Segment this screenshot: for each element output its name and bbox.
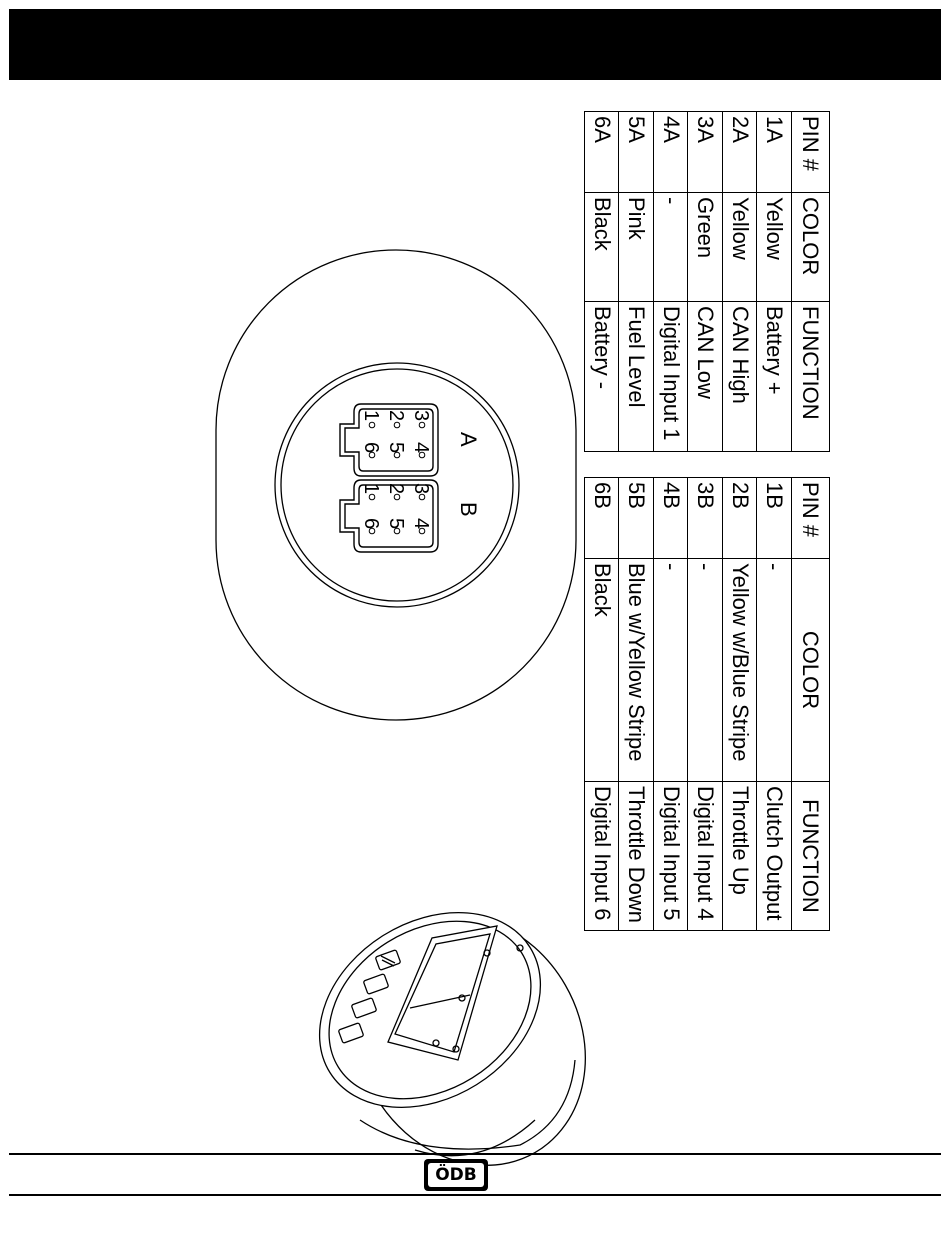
table-row <box>688 112 723 452</box>
pin-table-b <box>584 477 830 931</box>
cell-pin: 4A <box>654 112 689 193</box>
table-row <box>723 478 758 931</box>
cell-pin: 2B <box>723 478 758 559</box>
cell-pin: 3B <box>688 478 723 559</box>
cell-color: Yellow w/Blue Stripe <box>723 559 758 782</box>
table-row <box>757 478 792 931</box>
cell-pin: 6A <box>585 112 620 193</box>
cell-pin: 5B <box>619 478 654 559</box>
pin-table-a <box>584 111 830 452</box>
cell-color: Blue w/Yellow Stripe <box>619 559 654 782</box>
cell-function: Digital Input 5 <box>654 782 689 931</box>
header-function: FUNCTION <box>792 782 830 931</box>
pin-table-a-wrap <box>590 111 830 452</box>
header-color: COLOR <box>792 193 830 302</box>
table-row <box>619 112 654 452</box>
pin-number-b-3: 3 <box>410 483 432 495</box>
connector-label-a: A <box>456 432 481 447</box>
table-row <box>585 478 620 931</box>
header-pin: PIN # <box>792 478 830 559</box>
table-row <box>723 112 758 452</box>
cell-function: Clutch Output <box>757 782 792 931</box>
cell-function: Fuel Level <box>619 302 654 452</box>
cell-pin: 2A <box>723 112 758 193</box>
pin-number-b-1: 1 <box>360 483 382 495</box>
gauge-illustration <box>283 872 630 1207</box>
cell-color: Black <box>585 559 620 782</box>
cell-function: CAN Low <box>688 302 723 452</box>
cell-color: - <box>688 559 723 782</box>
cell-pin: 5A <box>619 112 654 193</box>
cell-function: Digital Input 6 <box>585 782 620 931</box>
pin-number-a-6: 6 <box>360 442 382 454</box>
table-header-row <box>792 112 830 452</box>
footer-divider-top <box>9 1153 941 1155</box>
pin-number-b-4: 4 <box>410 518 432 530</box>
pin-number-a-3: 3 <box>410 410 432 422</box>
pin-number-b-6: 6 <box>360 518 382 530</box>
cell-color: - <box>654 559 689 782</box>
table-row <box>654 112 689 452</box>
table-header-row <box>792 478 830 931</box>
header-function: FUNCTION <box>792 302 830 452</box>
pin-number-a-2: 2 <box>385 410 407 422</box>
header-pin: PIN # <box>792 112 830 193</box>
cell-color: Pink <box>619 193 654 302</box>
pin-number-b-2: 2 <box>385 483 407 495</box>
cell-pin: 1A <box>757 112 792 193</box>
cell-function: Digital Input 1 <box>654 302 689 452</box>
cell-function: Throttle Down <box>619 782 654 931</box>
header-color: COLOR <box>792 559 830 782</box>
cell-pin: 3A <box>688 112 723 193</box>
pin-number-b-5: 5 <box>385 518 407 530</box>
cell-color: Yellow <box>723 193 758 302</box>
connector-label-b: B <box>456 502 481 517</box>
table-row <box>654 478 689 931</box>
table-row <box>619 478 654 931</box>
cell-function: CAN High <box>723 302 758 452</box>
cell-function: Battery - <box>585 302 620 452</box>
table-row <box>688 478 723 931</box>
odb-logo <box>424 1159 488 1191</box>
cell-color: Yellow <box>757 193 792 302</box>
cell-pin: 1B <box>757 478 792 559</box>
cell-function: Throttle Up <box>723 782 758 931</box>
cell-function: Digital Input 4 <box>688 782 723 931</box>
cell-color: - <box>757 559 792 782</box>
cell-color: Black <box>585 193 620 302</box>
pin-number-a-1: 1 <box>360 410 382 422</box>
footer-divider-bottom <box>9 1194 941 1196</box>
pin-number-a-4: 4 <box>410 442 432 454</box>
cell-color: - <box>654 193 689 302</box>
cell-pin: 6B <box>585 478 620 559</box>
pin-table-b-wrap <box>590 477 830 931</box>
cell-function: Battery + <box>757 302 792 452</box>
pin-number-a-5: 5 <box>385 442 407 454</box>
table-row <box>585 112 620 452</box>
logo-text: ÖDB <box>428 1163 484 1187</box>
table-row <box>757 112 792 452</box>
cell-color: Green <box>688 193 723 302</box>
cell-pin: 4B <box>654 478 689 559</box>
